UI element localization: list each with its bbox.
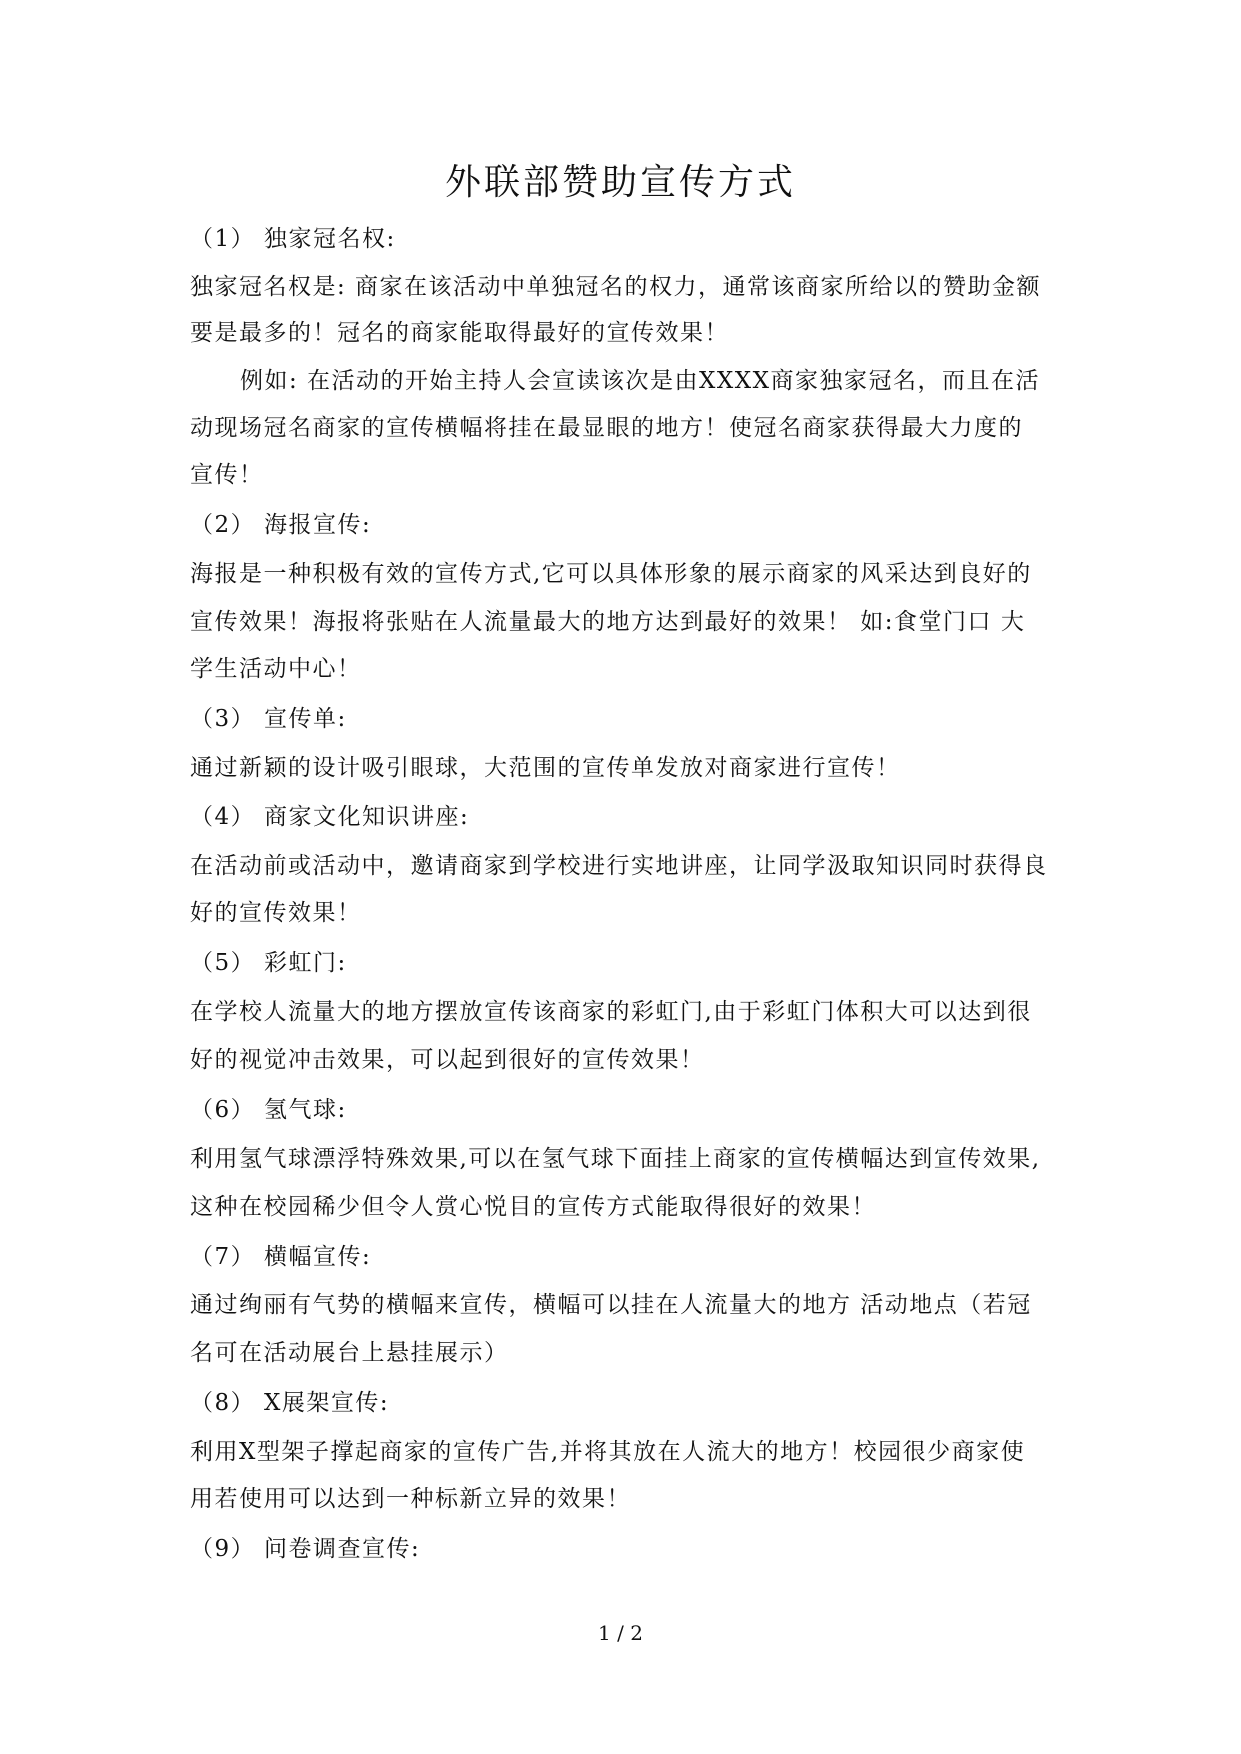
page-number: 1 / 2 xyxy=(598,1621,643,1645)
paragraph-line: 利用X型架子撑起商家的宣传广告,并将其放在人流大的地方！校园很少商家使 xyxy=(190,1439,1026,1465)
section-heading-8: （8） X展架宣传: xyxy=(190,1390,390,1416)
paragraph-line: 海报是一种积极有效的宣传方式,它可以具体形象的展示商家的风采达到良好的 xyxy=(190,561,1032,587)
section-heading-7: （7） 横幅宣传: xyxy=(190,1244,372,1270)
document-title: 外联部赞助宣传方式 xyxy=(444,162,796,203)
paragraph-line: 学生活动中心！ xyxy=(190,656,362,682)
paragraph-line: 通过绚丽有气势的横幅来宣传，横幅可以挂在人流量大的地方 活动地点（若冠 xyxy=(190,1292,1032,1318)
section-heading-4: （4） 商家文化知识讲座: xyxy=(190,804,470,830)
section-heading-3: （3） 宣传单: xyxy=(190,706,347,732)
section-heading-6: （6） 氢气球: xyxy=(190,1097,347,1123)
paragraph-line: 好的视觉冲击效果，可以起到很好的宣传效果！ xyxy=(190,1047,705,1073)
section-heading-2: （2） 海报宣传: xyxy=(190,512,372,538)
section-heading-9: （9） 问卷调查宣传: xyxy=(190,1536,421,1562)
paragraph-line: 用若使用可以达到一种标新立异的效果！ xyxy=(190,1486,631,1512)
section-heading-1: （1） 独家冠名权: xyxy=(190,226,396,252)
paragraph-line: 通过新颖的设计吸引眼球，大范围的宣传单发放对商家进行宣传！ xyxy=(190,755,901,781)
paragraph-line: 好的宣传效果！ xyxy=(190,900,362,926)
section-heading-5: （5） 彩虹门: xyxy=(190,950,347,976)
paragraph-line: 要是最多的！冠名的商家能取得最好的宣传效果！ xyxy=(190,320,729,346)
paragraph-line: 在学校人流量大的地方摆放宣传该商家的彩虹门,由于彩虹门体积大可以达到很 xyxy=(190,999,1032,1025)
paragraph-line: 在活动前或活动中，邀请商家到学校进行实地讲座，让同学汲取知识同时获得良 xyxy=(190,853,1048,879)
paragraph-line: 宣传效果！海报将张贴在人流量最大的地方达到最好的效果！ 如:食堂门口 大 xyxy=(190,609,1026,635)
paragraph-line: 名可在活动展台上悬挂展示） xyxy=(190,1340,509,1366)
paragraph-line: 宣传！ xyxy=(190,462,264,488)
paragraph-line: 这种在校园稀少但令人赏心悦目的宣传方式能取得很好的效果！ xyxy=(190,1194,876,1220)
paragraph-line: 独家冠名权是: 商家在该活动中单独冠名的权力，通常该商家所给以的赞助金额 xyxy=(190,274,1042,300)
paragraph-line: 例如: 在活动的开始主持人会宣读该次是由XXXX商家独家冠名，而且在活 xyxy=(240,368,1041,394)
paragraph-line: 动现场冠名商家的宣传横幅将挂在最显眼的地方！使冠名商家获得最大力度的 xyxy=(190,415,1023,441)
paragraph-line: 利用氢气球漂浮特殊效果,可以在氢气球下面挂上商家的宣传横幅达到宣传效果, xyxy=(190,1146,1041,1172)
